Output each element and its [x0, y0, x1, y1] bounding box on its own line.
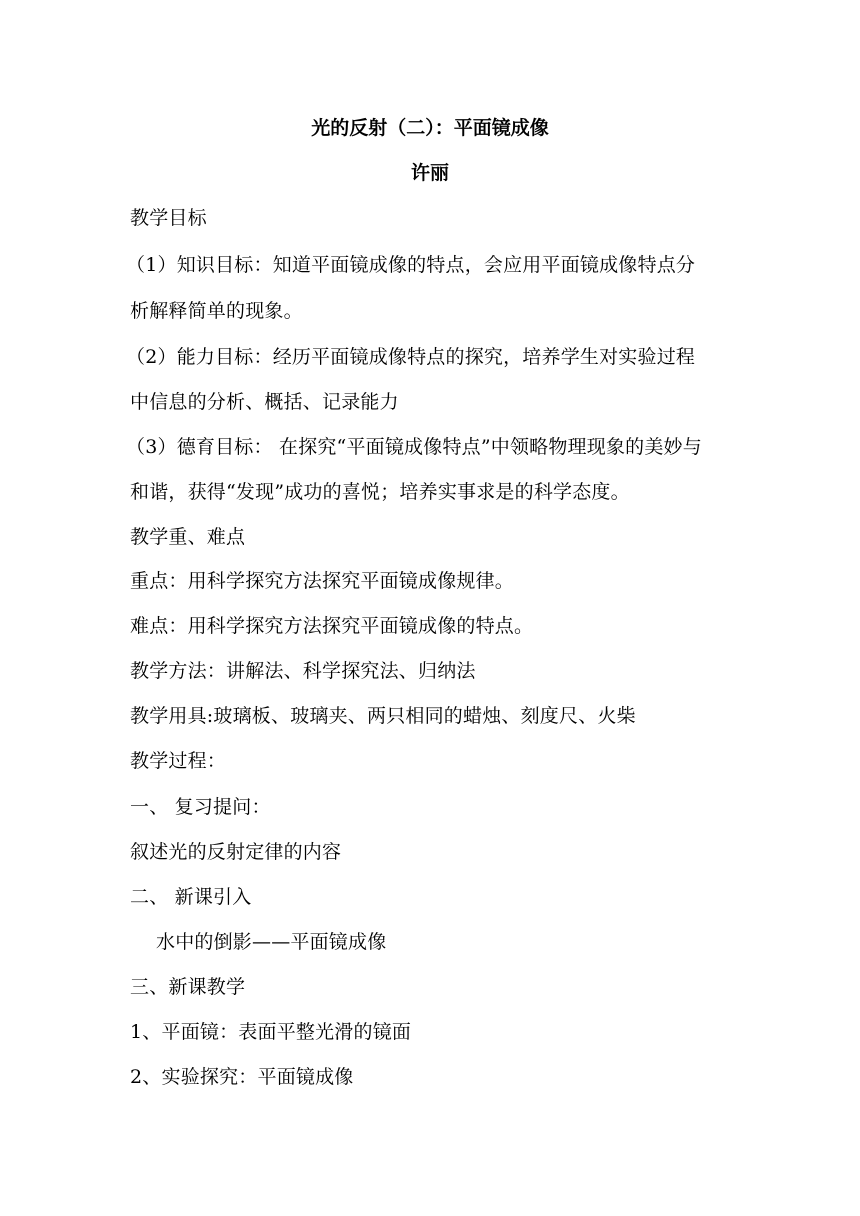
section-heading-process: 教学过程： — [130, 750, 227, 772]
paragraph-line: 教学用具:玻璃板、玻璃夹、两只相同的蜡烛、刻度尺、火柴 — [130, 705, 636, 727]
document-title: 光的反射（二）：平面镜成像 — [311, 117, 549, 139]
paragraph-line: 和谐，获得“发现”成功的喜悦；培养实事求是的科学态度。 — [130, 481, 630, 503]
paragraph-line: 叙述光的反射定律的内容 — [130, 841, 342, 863]
paragraph-line: 教学方法：讲解法、科学探究法、归纳法 — [130, 660, 476, 682]
section-heading-objectives: 教学目标 — [130, 207, 207, 229]
paragraph-line: 中信息的分析、概括、记录能力 — [130, 391, 399, 413]
list-item: 三、新课教学 — [130, 976, 246, 998]
paragraph-line: （3）德育目标： 在探究“平面镜成像特点”中领略物理现象的美妙与 — [126, 436, 702, 458]
paragraph-line: （1）知识目标：知道平面镜成像的特点，会应用平面镜成像特点分 — [126, 254, 696, 276]
document-author: 许丽 — [410, 162, 449, 184]
paragraph-line: 重点：用科学探究方法探究平面镜成像规律。 — [130, 570, 515, 592]
paragraph-line: 析解释简单的现象。 — [130, 300, 303, 322]
paragraph-line: （2）能力目标：经历平面镜成像特点的探究，培养学生对实验过程 — [126, 346, 696, 368]
list-item: 1、平面镜：表面平整光滑的镜面 — [130, 1021, 412, 1043]
paragraph-line: 水中的倒影——平面镜成像 — [156, 931, 387, 953]
section-heading-key-points: 教学重、难点 — [130, 526, 246, 548]
list-item: 2、实验探究：平面镜成像 — [130, 1066, 354, 1088]
list-item: 二、 新课引入 — [130, 886, 252, 908]
list-item: 一、 复习提问： — [130, 796, 271, 818]
paragraph-line: 难点：用科学探究方法探究平面镜成像的特点。 — [130, 615, 534, 637]
